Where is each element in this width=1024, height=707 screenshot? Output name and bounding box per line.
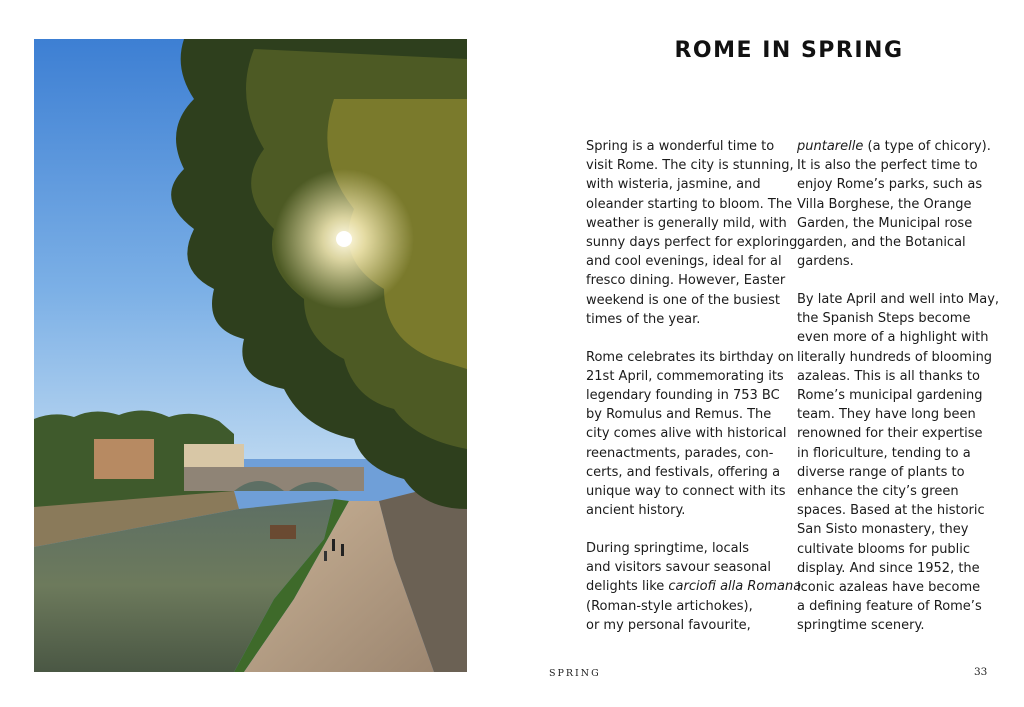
text-line: cultivate blooms for public [797,541,971,557]
text-line: enhance the city’s green [797,484,959,500]
text-line [797,137,997,156]
text-line: diverse range of plants to [797,464,965,480]
paragraph-parks [797,137,997,271]
text-fragment: (a type of chicory). [863,139,991,154]
text-line: even more of a highlight with [797,330,989,346]
text-line: By late April and well into May, [797,292,1000,308]
text-line: Garden, the Municipal rose [797,215,973,231]
text-line: team. They have long been [797,407,976,423]
text-line: certs, and festivals, offering a [586,464,781,480]
text-line: and cool evenings, ideal for al [586,254,782,270]
text-line: the Spanish Steps become [797,311,971,327]
text-line: sunny days perfect for exploring [586,235,798,251]
paragraph-spring-intro [586,137,798,329]
text-line: city comes alive with historical [586,426,787,442]
text-line: with wisteria, jasmine, and [586,177,761,193]
text-column-right [797,137,1000,654]
paragraph-rome-birthday [586,348,794,521]
text-line: It is also the perfect time to [797,158,978,174]
text-line: literally hundreds of blooming [797,349,993,365]
text-line: fresco dining. However, Easter [586,273,786,289]
text-line: San Sisto monastery, they [797,522,969,538]
text-line: by Romulus and Remus. The [586,407,772,423]
text-line: oleander starting to bloom. The [586,196,793,212]
text-fragment: delights like [586,579,669,595]
text-line: reenactments, parades, con- [586,445,774,461]
text-line: or my personal favourite, [586,617,751,633]
text-line: and visitors savour seasonal [586,560,771,576]
italic-dish-name: puntarelle [797,139,864,154]
text-line: azaleas. This is all thanks to [797,368,980,384]
text-line: garden, and the Botanical [797,235,966,251]
text-line: Rome celebrates its birthday on [586,349,794,365]
text-line: gardens. [797,254,854,270]
photo-illustration [34,39,467,672]
paragraph-seasonal-food [586,539,802,635]
text-line: ancient history. [586,503,686,519]
text-line: in floriculture, tending to a [797,445,971,461]
text-line: Villa Borghese, the Orange [797,196,972,212]
text-line: spaces. Based at the historic [797,503,985,519]
text-column-left [586,137,802,654]
rome-tiber-photo [34,39,467,672]
text-line: Spring is a wonderful time to [586,139,775,154]
text-line: (Roman-style artichokes), [586,598,753,614]
page-number: 33 [974,666,988,678]
text-line: weekend is one of the busiest [586,292,781,308]
text-line: visit Rome. The city is stunning, [586,158,794,174]
paragraph-spanish-steps [797,290,1000,636]
text-line: springtime scenery. [797,618,925,634]
text-line: 21st April, commemorating its [586,368,784,384]
text-line: times of the year. [586,311,701,327]
text-line: Rome’s municipal gardening [797,388,983,404]
italic-dish-name: carciofi alla Romana [668,579,802,595]
text-line: weather is generally mild, with [586,215,787,231]
running-footer-section: SPRING [549,668,601,679]
text-line: a defining feature of Rome’s [797,599,982,615]
text-line: iconic azaleas have become [797,580,981,596]
text-line [586,577,802,596]
text-line: display. And since 1952, the [797,560,980,576]
text-line: unique way to connect with its [586,484,786,500]
text-line: enjoy Rome’s parks, such as [797,177,983,193]
text-line: During springtime, locals [586,541,750,557]
text-line: legendary founding in 753 BC [586,388,780,404]
text-line: renowned for their expertise [797,426,983,442]
page-title: ROME IN SPRING [674,38,904,63]
